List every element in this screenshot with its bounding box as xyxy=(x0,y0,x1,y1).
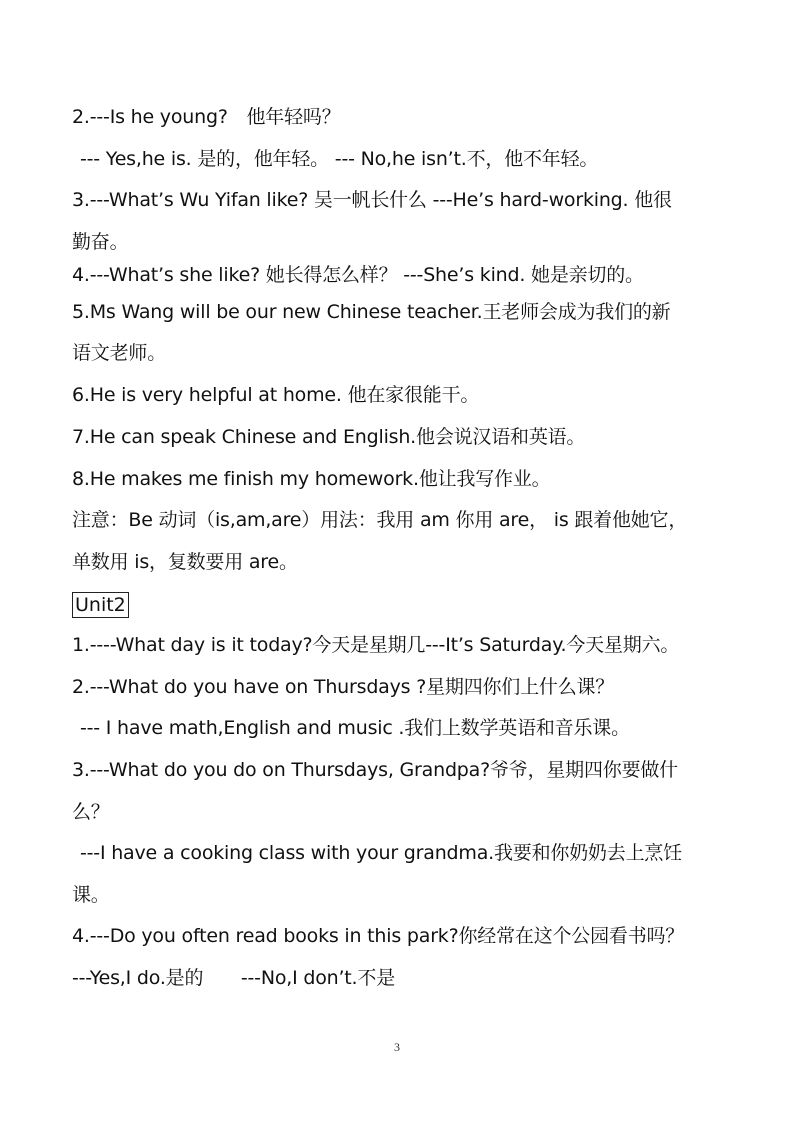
page-number: 3 xyxy=(394,1040,400,1054)
line-3-continued: 勤奋。 xyxy=(72,231,129,253)
line-8-homework: 8.He makes me finish my homework.他让我写作业。 xyxy=(72,468,551,490)
line-unit2-2-answer: --- I have math,English and music .我们上数学英语和音乐课。 xyxy=(80,717,630,739)
line-unit2-4-read-books: 4.---Do you often read books in this park?你经常在这个公园看书吗？ xyxy=(72,925,685,947)
line-unit2-3-answer: ---I have a cooking class with your grandma.我要和你奶奶去上烹饪 xyxy=(80,842,682,864)
line-note-continued: 单数用 is，复数要用 are。 xyxy=(72,551,298,573)
line-unit2-4-answers: ---Yes,I do.是的 ---No,I don’t.不是 xyxy=(72,967,396,989)
line-5-ms-wang: 5.Ms Wang will be our new Chinese teacher.王老师会成为我们的新 xyxy=(72,301,671,323)
line-2-is-he-young: 2.---Is he young? 他年轻吗？ xyxy=(72,106,341,128)
line-note-be-verb: 注意：Be 动词（is,am,are）用法：我用 am 你用 are， is 跟着他她它， xyxy=(72,509,688,531)
line-unit2-2-thursdays: 2.---What do you have on Thursdays ?星期四你们上什么课？ xyxy=(72,676,615,698)
line-3-wu-yifan: 3.---What’s Wu Yifan like? 吴一帆长什么 ---He’s hard-working. 他很 xyxy=(72,189,672,211)
line-7-speak-chinese: 7.He can speak Chinese and English.他会说汉语和英语。 xyxy=(72,426,586,448)
line-unit2-3-continued: 么？ xyxy=(72,801,110,823)
line-unit2-3-answer-continued: 课。 xyxy=(72,884,110,906)
line-yes-no-answer: --- Yes,he is. 是的，他年轻。 --- No,he isn’t.不，他不年轻。 xyxy=(80,148,599,170)
section-heading-unit2: Unit2 xyxy=(72,592,129,618)
line-6-helpful: 6.He is very helpful at home. 他在家很能干。 xyxy=(72,384,480,406)
line-unit2-1-what-day: 1.----What day is it today?今天是星期几---It’s Saturday.今天星期六。 xyxy=(72,634,680,656)
line-5-continued: 语文老师。 xyxy=(72,342,167,364)
line-4-what-is-she-like: 4.---What’s she like? 她长得怎么样？ ---She’s kind. 她是亲切的。 xyxy=(72,264,644,286)
line-unit2-3-grandpa: 3.---What do you do on Thursdays, Grandpa?爷爷，星期四你要做什 xyxy=(72,759,678,781)
